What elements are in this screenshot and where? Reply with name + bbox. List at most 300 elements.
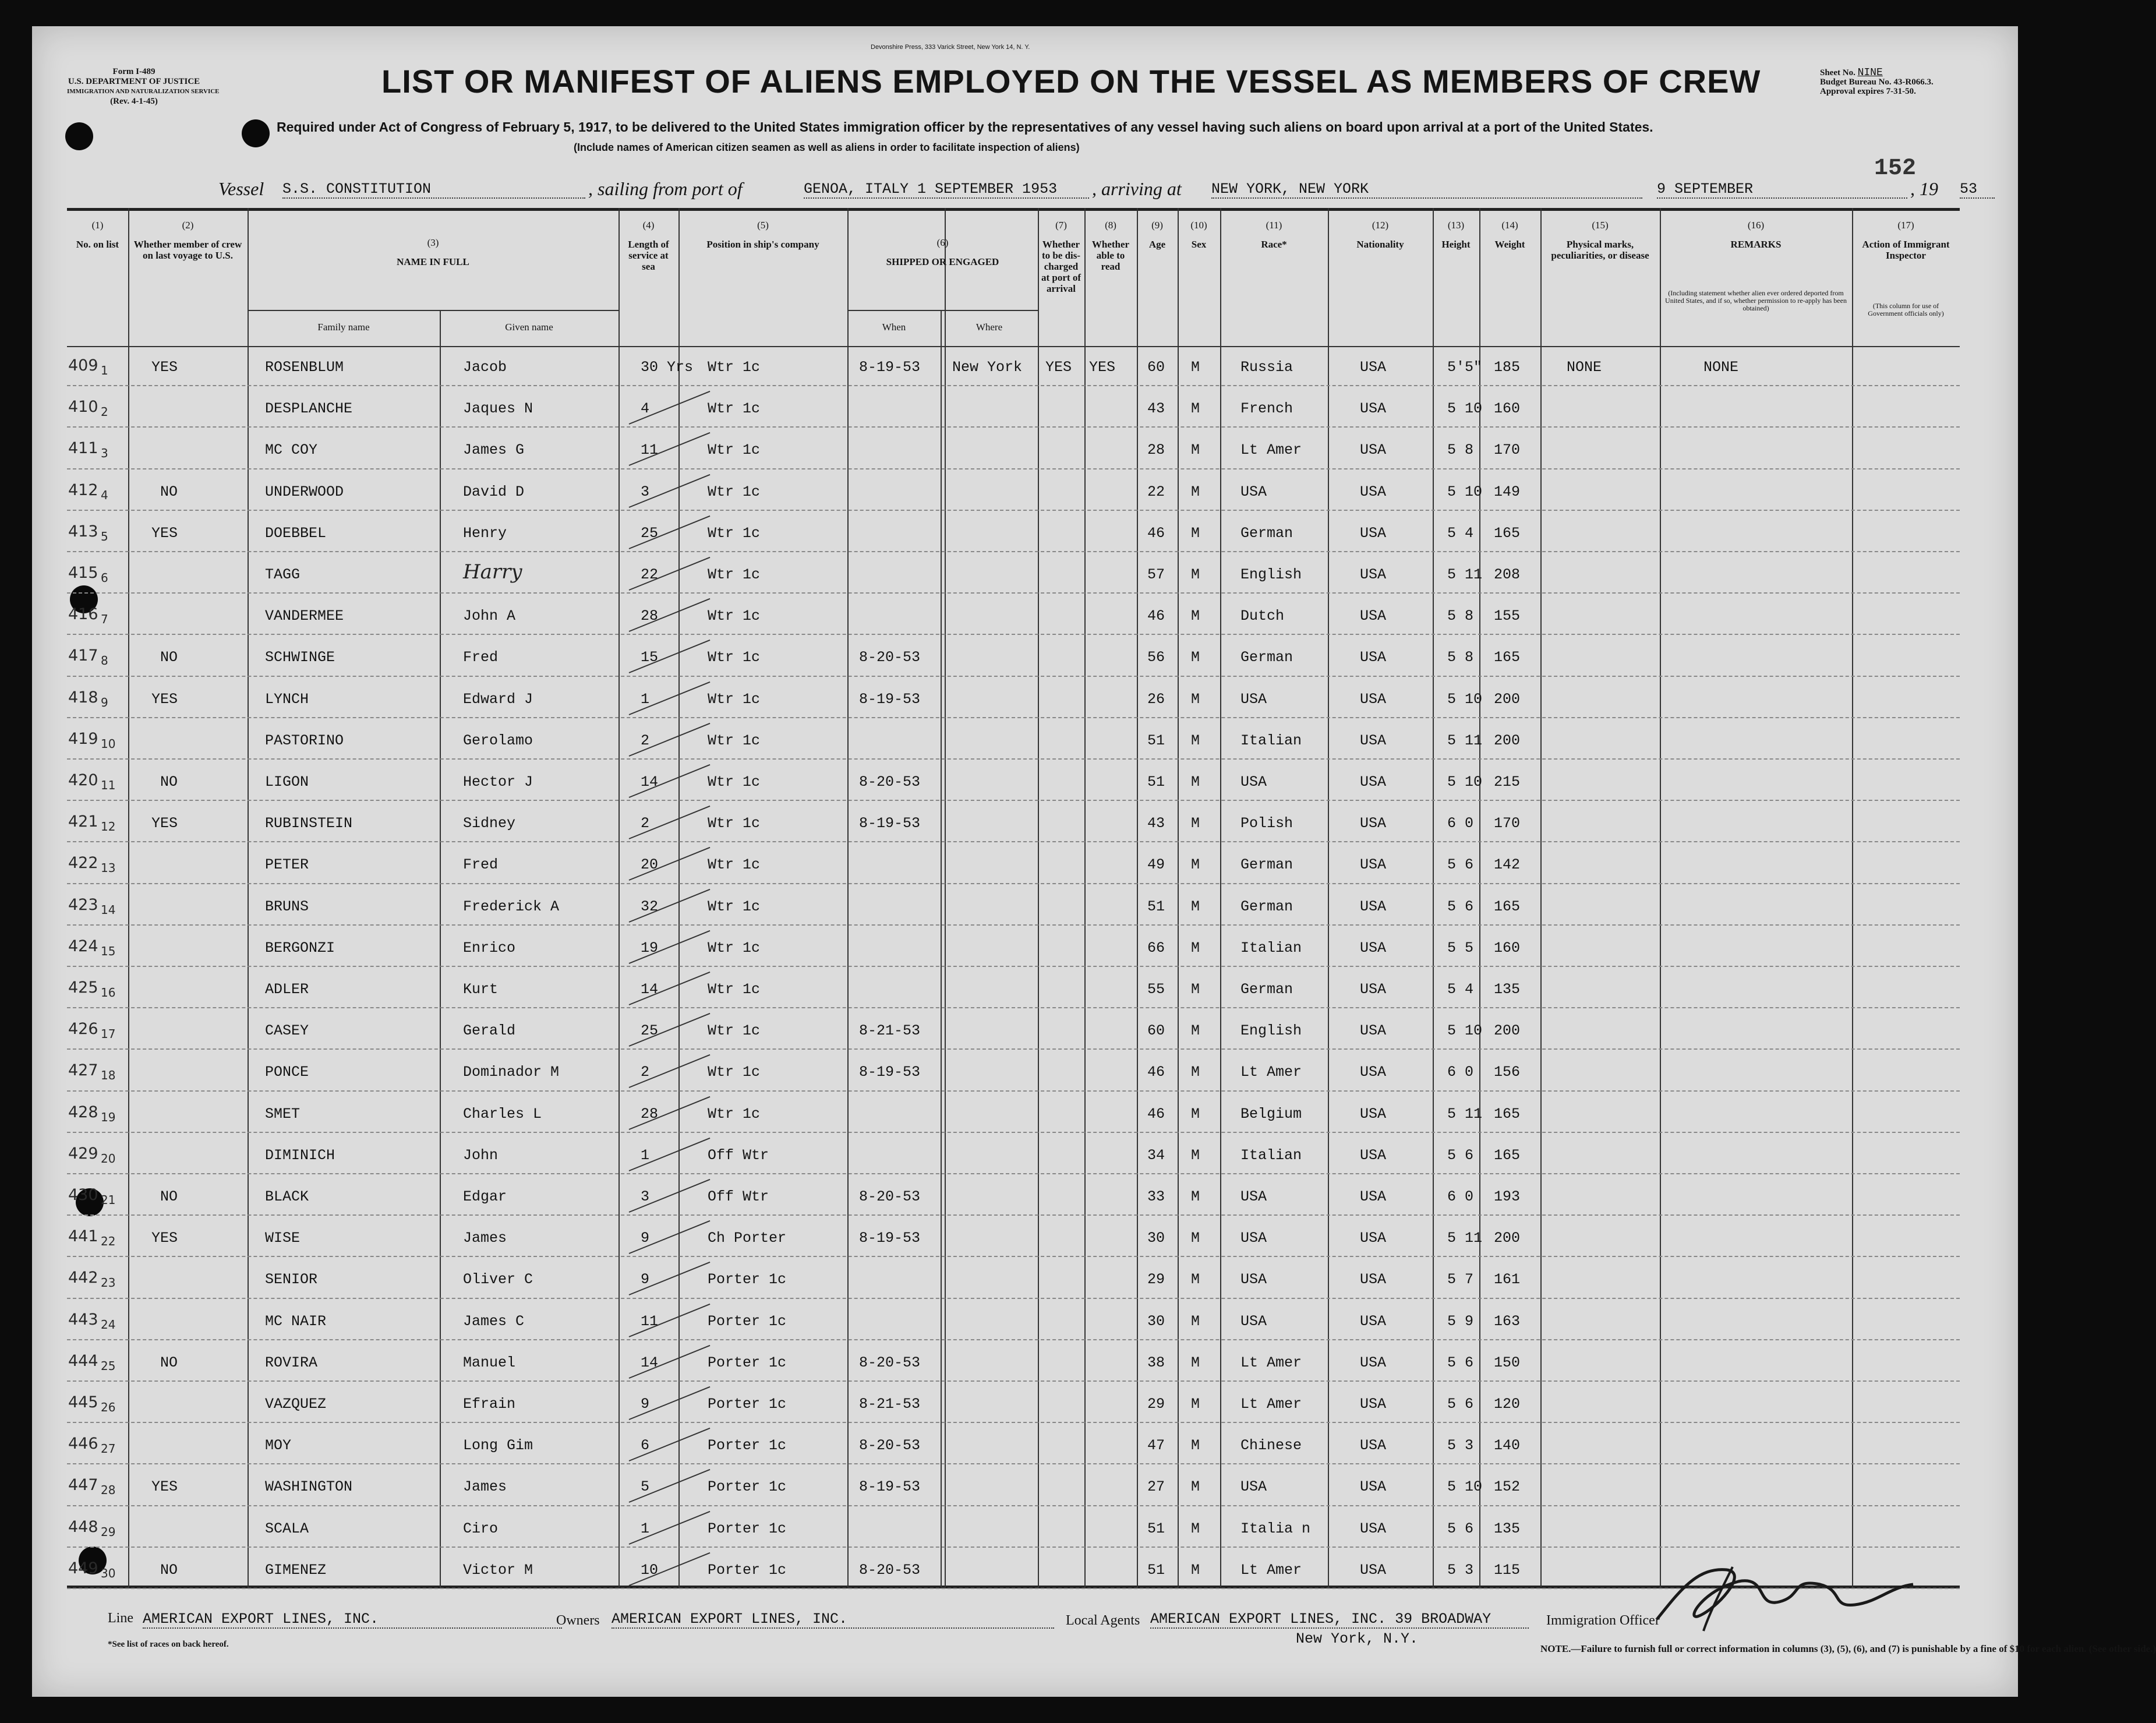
position: Porter 1c	[708, 1354, 787, 1371]
list-number-handwritten: 449	[68, 1559, 98, 1577]
penalty-note: NOTE.—Failure to furnish full or correct information in columns (3), (5), (6), and (7) is punishable by a fine of $10 for each alien. (See other side.)	[1540, 1643, 2156, 1654]
sex: M	[1191, 1022, 1200, 1040]
list-number-handwritten: 417	[68, 647, 98, 665]
column-label: Race*	[1261, 239, 1287, 250]
shipped-when: 8-20-53	[859, 1561, 921, 1579]
list-number-handwritten: 444	[68, 1351, 98, 1370]
weight: 155	[1494, 608, 1521, 625]
weight: 185	[1494, 359, 1521, 376]
list-number-handwritten: 413	[68, 522, 98, 541]
family-name: SCALA	[265, 1520, 309, 1537]
line-number: 13	[101, 861, 116, 875]
race: Italian	[1240, 732, 1302, 749]
nationality: USA	[1360, 1105, 1387, 1122]
list-number-handwritten: 423	[68, 895, 98, 914]
column-number: (11)	[1266, 220, 1282, 231]
crew-last-voyage: YES	[151, 1230, 178, 1247]
given-name: Sidney	[463, 815, 516, 832]
family-name: WASHINGTON	[265, 1478, 353, 1496]
given-name: Edgar	[463, 1188, 507, 1205]
height: 5 4	[1447, 981, 1474, 998]
race: Italia n	[1240, 1520, 1311, 1537]
row-rule	[67, 551, 1960, 552]
line-number: 11	[101, 778, 116, 792]
nationality: USA	[1360, 524, 1387, 542]
given-name: Ciro	[463, 1520, 499, 1537]
length-of-service: 28	[641, 1105, 659, 1122]
list-number-handwritten: 442	[68, 1269, 98, 1287]
line-number: 24	[101, 1317, 116, 1332]
nationality: USA	[1360, 1271, 1387, 1288]
discharged: YES	[1045, 359, 1072, 376]
weight: 200	[1494, 1022, 1521, 1040]
given-name: Harry	[463, 560, 522, 584]
crew-last-voyage: NO	[160, 1188, 178, 1205]
family-name: WISE	[265, 1230, 301, 1247]
crew-last-voyage: NO	[160, 774, 178, 790]
subheader-family-name: Family name	[317, 322, 370, 333]
age: 55	[1147, 981, 1165, 998]
column-header	[1543, 220, 1657, 261]
column-number: (8)	[1105, 220, 1116, 231]
weight: 115	[1494, 1561, 1521, 1579]
height: 5 3	[1447, 1561, 1474, 1579]
position: Off Wtr	[708, 1188, 769, 1205]
list-number-handwritten: 445	[68, 1393, 98, 1411]
age: 33	[1147, 1188, 1165, 1205]
departure: GENOA, ITALY 1 SEPTEMBER 1953	[804, 181, 1089, 199]
height: 5 8	[1447, 442, 1474, 459]
column-number: (16)	[1747, 220, 1765, 231]
line-number: 12	[101, 820, 116, 834]
races-note: *See list of races on back hereof.	[108, 1640, 229, 1649]
column-label: Whether to be dis-charged at port of arrival	[1041, 239, 1081, 294]
nationality: USA	[1360, 442, 1387, 459]
document-title: LIST OR MANIFEST OF ALIENS EMPLOYED ON THE VESSEL AS MEMBERS OF CREW	[381, 63, 1761, 100]
column-number: (1)	[91, 220, 104, 231]
column-label: Physical marks, peculiarities, or disease	[1551, 239, 1649, 261]
race: Lt Amer	[1240, 1561, 1302, 1579]
column-divider	[941, 310, 942, 1588]
age: 60	[1147, 1022, 1165, 1040]
nationality: USA	[1360, 939, 1387, 956]
position: Ch Porter	[708, 1230, 787, 1247]
list-number-handwritten: 427	[68, 1061, 98, 1080]
row-rule	[67, 634, 1960, 635]
sex: M	[1191, 1146, 1200, 1164]
position: Wtr 1c	[708, 483, 761, 500]
column-header	[681, 220, 845, 250]
length-of-service: 25	[641, 524, 659, 542]
name-subheader-rule	[248, 310, 618, 311]
length-of-service: 5	[641, 1478, 650, 1496]
printer-imprint: Devonshire Press, 333 Varick Street, New York 14, N. Y.	[871, 44, 1030, 51]
age: 27	[1147, 1478, 1165, 1496]
length-of-service: 1	[641, 1520, 650, 1537]
length-of-service: 19	[641, 939, 659, 956]
race: Lt Amer	[1240, 1396, 1302, 1413]
nationality: USA	[1360, 1230, 1387, 1247]
family-name: PETER	[265, 856, 309, 874]
column-header	[1180, 220, 1218, 250]
length-of-service: 9	[641, 1396, 650, 1413]
sex: M	[1191, 400, 1200, 418]
nationality: USA	[1360, 732, 1387, 749]
line-number: 14	[101, 902, 116, 917]
weight: 161	[1494, 1271, 1521, 1288]
position: Wtr 1c	[708, 774, 761, 790]
list-number-handwritten: 411	[68, 439, 98, 458]
given-name: Long Gim	[463, 1437, 533, 1454]
list-number-handwritten: 424	[68, 937, 98, 955]
weight: 160	[1494, 939, 1521, 956]
weight: 170	[1494, 442, 1521, 459]
length-of-service: 6	[641, 1437, 650, 1454]
position: Wtr 1c	[708, 649, 761, 666]
line-number: 25	[101, 1358, 116, 1373]
position: Porter 1c	[708, 1561, 787, 1579]
weight: 193	[1494, 1188, 1521, 1205]
crew-last-voyage: NO	[160, 1561, 178, 1579]
length-of-service: 3	[641, 483, 650, 500]
line-number: 15	[101, 944, 116, 958]
length-of-service: 14	[641, 774, 659, 790]
column-number: (6)	[936, 237, 949, 248]
row-rule	[67, 1547, 1960, 1548]
race: Russia	[1240, 359, 1293, 376]
action-note: (This column for use of Government officials only)	[1868, 302, 1944, 317]
race: Lt Amer	[1240, 442, 1302, 459]
row-rule	[67, 1132, 1960, 1133]
column-label: NAME IN FULL	[397, 256, 469, 267]
height: 5 8	[1447, 608, 1474, 625]
weight: 140	[1494, 1437, 1521, 1454]
length-of-service: 30 Yrs	[641, 359, 694, 376]
family-name: ADLER	[265, 981, 309, 998]
weight: 163	[1494, 1312, 1521, 1330]
sheet-number: NINE	[1857, 67, 1883, 79]
race: German	[1240, 649, 1293, 666]
given-name: Jacob	[463, 359, 507, 376]
column-label: SHIPPED OR ENGAGED	[886, 256, 999, 267]
punch-hole	[242, 119, 270, 147]
row-rule	[67, 924, 1960, 926]
weight: 150	[1494, 1354, 1521, 1371]
row-rule	[67, 468, 1960, 469]
height: 5 6	[1447, 898, 1474, 915]
position: Wtr 1c	[708, 566, 761, 583]
column-number: (14)	[1501, 220, 1518, 231]
sex: M	[1191, 856, 1200, 874]
column-number: (3)	[427, 237, 439, 248]
nationality: USA	[1360, 1064, 1387, 1081]
family-name: LIGON	[265, 774, 309, 790]
line-number: 17	[101, 1027, 116, 1041]
column-header	[69, 220, 126, 250]
footer: Line AMERICAN EXPORT LINES, INC. Owners AMERICAN EXPORT LINES, INC. Local Agents AMERICAN EXPORT LINES, INC. 39 BROADWAY Immigration Officer New York, N.Y. *See list of races on back hereof. NOTE.—Failure to furnish full or correct information in columns (3), (5), (6), and (7) is punishable by a fine of $10 for each alien. (See other side.)	[108, 1611, 2030, 1680]
column-label: Sex	[1191, 239, 1207, 250]
shipped-where: New York	[952, 359, 1023, 376]
row-rule	[67, 841, 1960, 842]
age: 66	[1147, 939, 1165, 956]
list-number-handwritten: 412	[68, 481, 98, 499]
race: Lt Amer	[1240, 1064, 1302, 1081]
family-name: RUBINSTEIN	[265, 815, 353, 832]
sex: M	[1191, 981, 1200, 998]
family-name: UNDERWOOD	[265, 483, 344, 500]
nationality: USA	[1360, 1561, 1387, 1579]
given-name: Edward J	[463, 690, 533, 708]
age: 49	[1147, 856, 1165, 874]
age: 43	[1147, 815, 1165, 832]
nationality: USA	[1360, 815, 1387, 832]
sex: M	[1191, 774, 1200, 790]
weight: 170	[1494, 815, 1521, 832]
line-number: 29	[101, 1524, 116, 1539]
family-name: MC COY	[265, 442, 318, 459]
age: 51	[1147, 774, 1165, 790]
length-of-service: 20	[641, 856, 659, 874]
length-of-service: 28	[641, 608, 659, 625]
family-name: LYNCH	[265, 690, 309, 708]
length-of-service: 9	[641, 1271, 650, 1288]
weight: 165	[1494, 649, 1521, 666]
column-label: Length of service at sea	[628, 239, 669, 272]
nationality: USA	[1360, 1022, 1387, 1040]
line-number: 23	[101, 1276, 116, 1290]
family-name: GIMENEZ	[265, 1561, 327, 1579]
list-number-handwritten: 421	[68, 813, 98, 831]
age: 46	[1147, 608, 1165, 625]
column-number: (17)	[1897, 220, 1914, 231]
family-name: MC NAIR	[265, 1312, 327, 1330]
age: 30	[1147, 1230, 1165, 1247]
position: Porter 1c	[708, 1271, 787, 1288]
height: 6 0	[1447, 1188, 1474, 1205]
nationality: USA	[1360, 898, 1387, 915]
race: German	[1240, 856, 1293, 874]
length-of-service: 11	[641, 1312, 659, 1330]
sex: M	[1191, 690, 1200, 708]
height: 5 6	[1447, 1354, 1474, 1371]
height: 5 4	[1447, 524, 1474, 542]
column-header	[1087, 220, 1134, 272]
sex: M	[1191, 1561, 1200, 1579]
length-of-service: 10	[641, 1561, 659, 1579]
row-rule	[67, 758, 1960, 760]
list-number-handwritten: 430	[68, 1186, 98, 1204]
position: Porter 1c	[708, 1437, 787, 1454]
act-statement: Required under Act of Congress of February 5, 1917, to be delivered to the United States immigration officer by the representatives of any vessel having such aliens on board upon arrival at a port of the United States.	[277, 119, 1653, 135]
nationality: USA	[1360, 1520, 1387, 1537]
height: 5 10	[1447, 1478, 1483, 1496]
nationality: USA	[1360, 400, 1387, 418]
row-rule	[67, 1048, 1960, 1050]
sex: M	[1191, 939, 1200, 956]
length-of-service: 4	[641, 400, 650, 418]
race: German	[1240, 524, 1293, 542]
position: Wtr 1c	[708, 939, 761, 956]
height: 5 10	[1447, 483, 1483, 500]
column-number: (4)	[642, 220, 655, 231]
line-number: 18	[101, 1068, 116, 1083]
list-number-handwritten: 415	[68, 564, 98, 582]
family-name: DIMINICH	[265, 1146, 335, 1164]
line-number: 19	[101, 1110, 116, 1124]
position: Porter 1c	[708, 1520, 787, 1537]
weight: 160	[1494, 400, 1521, 418]
shipped-when: 8-20-53	[859, 1354, 921, 1371]
weight: 200	[1494, 732, 1521, 749]
row-rule	[67, 676, 1960, 677]
age: 46	[1147, 1105, 1165, 1122]
column-number: (10)	[1190, 220, 1207, 231]
subheader-given-name: Given name	[505, 322, 553, 333]
length-of-service: 15	[641, 649, 659, 666]
column-header	[1139, 220, 1175, 250]
family-name: TAGG	[265, 566, 301, 583]
given-name: John A	[463, 608, 516, 625]
weight: 120	[1494, 1396, 1521, 1413]
given-name: James C	[463, 1312, 525, 1330]
family-name: BLACK	[265, 1188, 309, 1205]
position: Wtr 1c	[708, 1022, 761, 1040]
sex: M	[1191, 1271, 1200, 1288]
row-rule	[67, 1298, 1960, 1299]
row-rule	[67, 510, 1960, 511]
row-rule	[67, 1422, 1960, 1423]
race: Belgium	[1240, 1105, 1302, 1122]
race: USA	[1240, 1312, 1267, 1330]
list-number-handwritten: 429	[68, 1144, 98, 1163]
nationality: USA	[1360, 566, 1387, 583]
sex: M	[1191, 1230, 1200, 1247]
sex: M	[1191, 524, 1200, 542]
age: 51	[1147, 1561, 1165, 1579]
nationality: USA	[1360, 359, 1387, 376]
given-name: Manuel	[463, 1354, 516, 1371]
height: 5 6	[1447, 856, 1474, 874]
column-number: (9)	[1151, 220, 1163, 231]
crew-last-voyage: YES	[151, 524, 178, 542]
nationality: USA	[1360, 981, 1387, 998]
family-name: BRUNS	[265, 898, 309, 915]
line-number: 16	[101, 986, 116, 1000]
shipped-subheader-rule	[847, 310, 1038, 311]
given-name: Fred	[463, 649, 499, 666]
weight: 165	[1494, 898, 1521, 915]
sex: M	[1191, 815, 1200, 832]
sex: M	[1191, 1064, 1200, 1081]
age: 22	[1147, 483, 1165, 500]
manifest-sheet	[32, 26, 2156, 1697]
height: 5 8	[1447, 649, 1474, 666]
race: Italian	[1240, 939, 1302, 956]
family-name: SENIOR	[265, 1271, 318, 1288]
length-of-service: 14	[641, 1354, 659, 1371]
sex: M	[1191, 1520, 1200, 1537]
age: 47	[1147, 1437, 1165, 1454]
list-number-handwritten: 410	[68, 398, 98, 416]
given-name: Frederick A	[463, 898, 560, 915]
nationality: USA	[1360, 483, 1387, 500]
given-name: Jaques N	[463, 400, 533, 418]
crew-last-voyage: NO	[160, 649, 178, 666]
given-name: David D	[463, 483, 525, 500]
family-name: SCHWINGE	[265, 649, 335, 666]
given-name: Dominador M	[463, 1064, 560, 1081]
column-label: Age	[1148, 239, 1166, 250]
race: USA	[1240, 1271, 1267, 1288]
height: 5 10	[1447, 400, 1483, 418]
weight: 142	[1494, 856, 1521, 874]
nationality: USA	[1360, 856, 1387, 874]
shipped-when: 8-19-53	[859, 690, 921, 708]
sex: M	[1191, 649, 1200, 666]
list-number-handwritten: 419	[68, 729, 98, 748]
given-name: Efrain	[463, 1396, 516, 1413]
nationality: USA	[1360, 774, 1387, 790]
punch-hole	[65, 122, 93, 150]
shipped-when: 8-20-53	[859, 649, 921, 666]
crew-last-voyage: YES	[151, 359, 178, 376]
list-number-handwritten: 416	[68, 605, 98, 624]
given-name: Kurt	[463, 981, 499, 998]
column-header	[621, 220, 676, 272]
arrival-port: NEW YORK, NEW YORK	[1211, 181, 1642, 199]
length-of-service: 1	[641, 1146, 650, 1164]
weight: 152	[1494, 1478, 1521, 1496]
age: 28	[1147, 442, 1165, 459]
crew-last-voyage: YES	[151, 690, 178, 708]
column-header	[850, 237, 1035, 267]
column-number: (12)	[1372, 220, 1389, 231]
column-number: (2)	[182, 220, 194, 231]
family-name: ROVIRA	[265, 1354, 318, 1371]
race: Chinese	[1240, 1437, 1302, 1454]
row-rule	[67, 385, 1960, 386]
age: 38	[1147, 1354, 1165, 1371]
row-rule	[67, 1256, 1960, 1257]
line-number: 8	[101, 654, 108, 668]
given-name: Victor M	[463, 1561, 533, 1579]
length-of-service: 11	[641, 442, 659, 459]
weight: 156	[1494, 1064, 1521, 1081]
age: 51	[1147, 732, 1165, 749]
column-divider	[440, 310, 441, 1588]
column-label: Nationality	[1356, 239, 1404, 250]
able-to-read: YES	[1089, 359, 1116, 376]
line-number: 3	[101, 446, 108, 461]
row-rule	[67, 1007, 1960, 1008]
vessel-name: S.S. CONSTITUTION	[282, 181, 585, 199]
owners-value: AMERICAN EXPORT LINES, INC.	[612, 1611, 1054, 1629]
height: 5 11	[1447, 1105, 1483, 1122]
family-name: ROSENBLUM	[265, 359, 344, 376]
shipped-when: 8-19-53	[859, 1230, 921, 1247]
line-number: 21	[101, 1193, 116, 1207]
height: 5 6	[1447, 1396, 1474, 1413]
given-name: James	[463, 1478, 507, 1496]
race: French	[1240, 400, 1293, 418]
column-number: (7)	[1055, 220, 1067, 231]
column-label: Position in ship's company	[706, 239, 819, 250]
weight: 200	[1494, 690, 1521, 708]
include-note: (Include names of American citizen seamen as well as aliens in order to facilitate inspection of aliens)	[574, 142, 1080, 153]
race: German	[1240, 981, 1293, 998]
row-rule	[67, 426, 1960, 428]
position: Wtr 1c	[708, 400, 761, 418]
